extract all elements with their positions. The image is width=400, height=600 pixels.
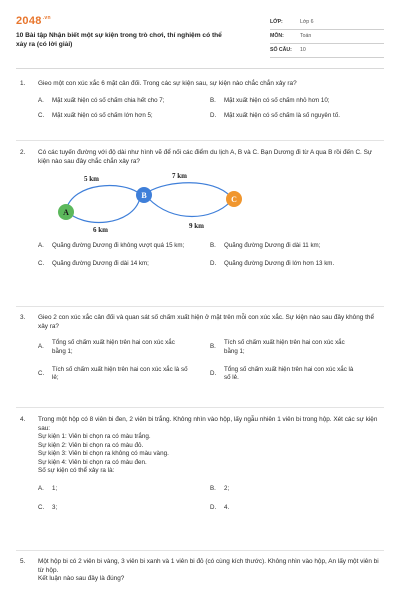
question-5 <box>16 558 384 584</box>
event-line: Số sự kiện có thể xảy ra là: <box>38 467 115 475</box>
option-letter: C. <box>38 370 45 378</box>
info-value: 10 <box>300 46 306 53</box>
question-number: 1. <box>20 80 26 87</box>
route-diagram <box>38 168 248 236</box>
option-letter: B. <box>210 484 216 492</box>
option-b[interactable] <box>210 242 380 250</box>
option-letter: C. <box>38 259 45 267</box>
option-text: Quãng đường Dương đi không vượt quá 15 km; <box>52 242 185 250</box>
option-letter: A. <box>38 242 44 250</box>
header-divider <box>16 68 384 69</box>
site-logo[interactable] <box>16 14 51 29</box>
info-key: LỚP: <box>270 18 283 25</box>
option-c[interactable] <box>38 112 210 120</box>
option-letter: C. <box>38 112 45 119</box>
option-text: Quãng đường Dương đi lớn hơn 13 km. <box>224 259 335 267</box>
logo-text: 2048 <box>16 15 42 27</box>
info-key: MÔN: <box>270 32 284 39</box>
option-letter: B. <box>210 96 216 104</box>
document-title: 10 Bài tập Nhận biết một sự kiện trong trò chơi, thí nghiệm có thể xảy ra (có lời giải) <box>16 32 222 49</box>
info-row-subject <box>270 30 384 44</box>
option-text: Mặt xuất hiện có số chấm lớn hơn 5; <box>52 112 153 119</box>
option-a[interactable] <box>38 242 210 250</box>
option-a[interactable] <box>38 97 210 105</box>
info-value: Lớp 6 <box>300 18 314 25</box>
option-text: Mặt xuất hiện có số chấm nhỏ hơn 10; <box>224 96 330 104</box>
question-number: 3. <box>20 314 26 321</box>
info-row-count <box>270 44 384 58</box>
option-d[interactable] <box>210 366 380 383</box>
question-divider <box>16 550 384 551</box>
option-letter: A. <box>38 96 44 104</box>
route-ab-top <box>66 186 140 210</box>
question-text: Có các tuyến đường với độ dài như hình vẽ để nối các điểm du lịch A, B và C. Bạn Dương đi từ A qua B rồi đến C. Sự kiện nào sau đây chắc chắn xảy ra? <box>38 149 373 165</box>
route-ab-bottom <box>66 198 140 223</box>
info-table <box>270 16 384 58</box>
info-row-grade <box>270 16 384 30</box>
option-b[interactable] <box>210 485 380 493</box>
question-text: Trong một hộp có 8 viên bi đen, 2 viên bi trắng. Không nhìn vào hộp, lấy ngẫu nhiên 1 viên bi trong hộp. Xét các sự kiện sau: <box>38 416 378 432</box>
question-2 <box>16 149 384 268</box>
question-4 <box>16 416 384 513</box>
option-letter: D. <box>210 370 217 378</box>
answer-options <box>38 242 380 268</box>
option-a[interactable] <box>38 339 210 356</box>
option-b[interactable] <box>210 339 380 356</box>
option-letter: D. <box>210 112 217 119</box>
event-line: Sự kiện 2: Viên bi chọn ra có màu đỏ. <box>38 441 144 449</box>
event-line: Sự kiện 3: Viên bi chọn ra không có màu vàng. <box>38 450 169 458</box>
answer-options <box>38 485 380 513</box>
info-value: Toán <box>300 32 312 39</box>
option-letter: D. <box>210 504 217 512</box>
option-c[interactable] <box>38 366 210 383</box>
node-b-label: B <box>141 191 147 201</box>
option-text: Quãng đường Dương đi dài 11 km; <box>224 242 321 250</box>
option-letter: B. <box>210 343 216 351</box>
worksheet-header <box>16 14 384 62</box>
event-line: Sự kiện 4: Viên bi chọn ra có màu đen. <box>38 458 147 466</box>
option-text: 4. <box>224 504 230 512</box>
question-3 <box>16 314 384 383</box>
node-c-label: C <box>231 195 237 205</box>
question-divider <box>16 140 384 141</box>
question-text: Gieo 2 con xúc xắc cân đối và quan sát số chấm xuất hiện ở mặt trên mỗi con xúc xắc. Sự kiện nào sau đây không thể xảy ra? <box>38 314 374 330</box>
label-bc-bottom: 9 km <box>189 222 204 231</box>
question-subtext: Kết luận nào sau đây là đúng? <box>38 575 125 583</box>
question-number: 5. <box>20 558 26 565</box>
option-c[interactable] <box>38 504 210 512</box>
event-line: Sự kiện 1: Viên bi chọn ra có màu trắng. <box>38 433 151 441</box>
option-text: 1; <box>52 484 58 492</box>
option-letter: A. <box>38 484 44 492</box>
route-bc-top <box>148 183 230 196</box>
option-text: Tổng số chấm xuất hiện trên hai con xúc xắc là số lẻ. <box>224 366 354 382</box>
option-letter: B. <box>210 242 216 250</box>
option-text: Quãng đường Dương đi dài 14 km; <box>52 259 149 267</box>
option-letter: D. <box>210 259 217 267</box>
info-key: SỐ CÂU: <box>270 46 292 53</box>
question-text: Một hộp bi có 2 viên bi vàng, 3 viên bi xanh và 1 viên bi đỏ (có cùng kích thước). Không nhìn vào hộp, An lấy một viên bi từ hộp. <box>38 558 379 574</box>
option-text: Mặt xuất hiện có số chấm là số nguyên tố. <box>224 112 340 119</box>
question-divider <box>16 306 384 307</box>
option-d[interactable] <box>210 504 380 512</box>
option-d[interactable] <box>210 260 380 268</box>
node-a-label: A <box>63 208 69 218</box>
event-list <box>38 433 380 476</box>
option-d[interactable] <box>210 112 380 120</box>
option-letter: A. <box>38 343 44 351</box>
option-b[interactable] <box>210 97 380 105</box>
question-1 <box>16 80 384 120</box>
label-bc-top: 7 km <box>172 172 187 181</box>
answer-options <box>38 339 380 382</box>
option-text: Tích số chấm xuất hiện trên hai con xúc xắc bằng 1; <box>224 339 345 355</box>
option-c[interactable] <box>38 260 210 268</box>
option-letter: C. <box>38 504 45 512</box>
logo-suffix: .vn <box>42 15 51 22</box>
label-ab-bottom: 6 km <box>93 226 108 235</box>
option-a[interactable] <box>38 485 210 493</box>
route-bc-bottom <box>148 198 230 217</box>
label-ab-top: 5 km <box>84 175 99 184</box>
question-number: 4. <box>20 416 26 423</box>
option-text: 2; <box>224 484 230 492</box>
answer-options <box>38 97 380 121</box>
option-text: Tổng số chấm xuất hiện trên hai con xúc xắc bằng 1; <box>52 339 175 355</box>
question-number: 2. <box>20 149 26 156</box>
question-text: Gieo một con xúc xắc 6 mặt cân đối. Trong các sự kiện sau, sự kiện nào chắc chắn xảy ra? <box>38 80 297 87</box>
option-text: Tích số chấm xuất hiện trên hai con xúc xắc là số lẻ; <box>52 366 188 382</box>
question-divider <box>16 407 384 408</box>
option-text: Mặt xuất hiện có số chấm chia hết cho 7; <box>52 96 165 104</box>
option-text: 3; <box>52 504 58 512</box>
